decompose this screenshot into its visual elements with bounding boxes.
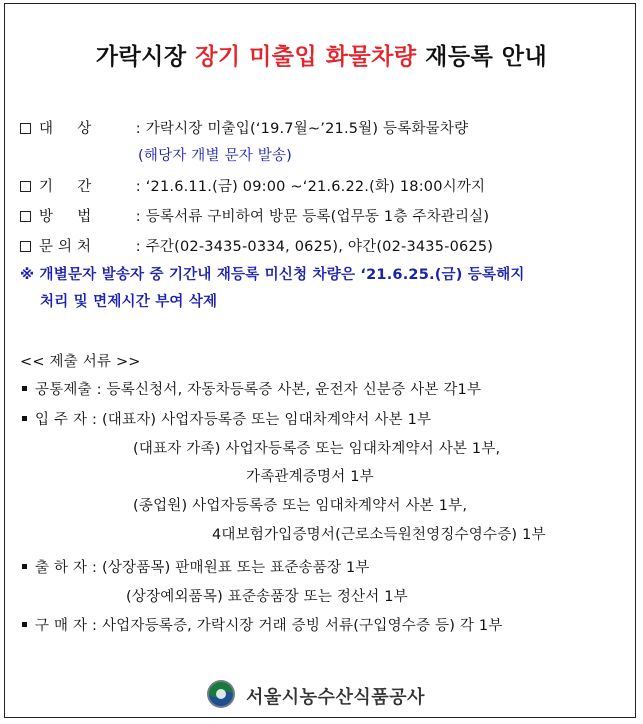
item-label: 방 법 bbox=[39, 209, 92, 225]
title-highlight: 장기 미출입 화물차량 bbox=[195, 44, 417, 70]
notice-line1: ※ 개별문자 발송자 중 기간내 재등록 미신청 차량은 ‘21.6.25.(금) 등록해지 bbox=[20, 267, 525, 283]
item-sep: : bbox=[131, 121, 146, 137]
docs-buyer bbox=[22, 614, 503, 635]
item-sep: : bbox=[131, 179, 146, 195]
item-sep: : bbox=[131, 209, 146, 225]
target-sub-note: (해당자 개별 문자 발송) bbox=[138, 148, 293, 164]
bullet-icon bbox=[22, 622, 27, 627]
docs-tenant-family-cert: 가족관계증명서 1부 bbox=[246, 469, 374, 485]
docs-tenant-family: (대표자 가족) 사업자등록증 또는 임대차계약서 사본 1부, bbox=[133, 441, 501, 457]
bullet-icon bbox=[22, 416, 27, 421]
docs-shipper-text: 출 하 자 : (상장품목) 판매원표 또는 표준송품장 1부 bbox=[35, 560, 370, 576]
corporation-logo-icon bbox=[205, 678, 237, 710]
item-sep: : bbox=[131, 239, 146, 255]
bullet-icon bbox=[22, 386, 27, 391]
docs-shipper-exception: (상장예외품목) 표준송품장 또는 정산서 1부 bbox=[126, 589, 408, 605]
item-method bbox=[20, 205, 489, 226]
notice-line2: 처리 및 면제시간 부여 삭제 bbox=[40, 294, 218, 310]
docs-buyer-text: 구 매 자 : 사업자등록증, 가락시장 거래 증빙 서류(구입영수증 등) 각 1부 bbox=[35, 618, 503, 634]
item-value: 가락시장 미출입(‘19.7월~’21.5월) 등록화물차량 bbox=[145, 121, 469, 137]
bullet-icon bbox=[22, 564, 27, 569]
checkbox-icon bbox=[20, 123, 31, 134]
docs-heading: << 제출 서류 >> bbox=[20, 354, 141, 370]
checkbox-icon bbox=[20, 241, 31, 252]
item-value: ‘21.6.11.(금) 09:00 ~‘21.6.22.(화) 18:00시까지 bbox=[145, 179, 486, 195]
docs-tenant-employee: (종업원) 사업자등록증 또는 임대차계약서 사본 1부, bbox=[133, 498, 468, 514]
checkbox-icon bbox=[20, 211, 31, 222]
item-label: 대 상 bbox=[39, 121, 92, 137]
docs-tenant-insurance: 4대보험가입증명서(근로소득원천영징수영수증) 1부 bbox=[212, 527, 546, 543]
organization-name: 서울시농수산식품공사 bbox=[246, 687, 425, 708]
docs-tenant bbox=[22, 408, 431, 429]
item-target bbox=[20, 117, 468, 138]
title-part1: 가락시장 bbox=[95, 44, 196, 70]
docs-common-text: 공통제출 : 등록신청서, 자동차등록증 사본, 운전자 신분증 사본 각1부 bbox=[35, 382, 482, 398]
item-value: 주간(02-3435-0334, 0625), 야간(02-3435-0625) bbox=[145, 239, 494, 255]
item-contact bbox=[20, 235, 493, 256]
checkbox-icon bbox=[20, 181, 31, 192]
docs-shipper bbox=[22, 556, 370, 577]
item-label: 기 간 bbox=[39, 179, 92, 195]
item-value: 등록서류 구비하여 방문 등록(업무동 1층 주차관리실) bbox=[145, 209, 490, 225]
item-label: 문 의 처 bbox=[39, 239, 92, 255]
docs-tenant-text: 입 주 자 : (대표자) 사업자등록증 또는 임대차계약서 사본 1부 bbox=[35, 412, 432, 428]
title-part3: 재등록 안내 bbox=[416, 44, 548, 70]
docs-common bbox=[22, 378, 481, 399]
item-period bbox=[20, 175, 485, 196]
page-title bbox=[0, 38, 643, 71]
